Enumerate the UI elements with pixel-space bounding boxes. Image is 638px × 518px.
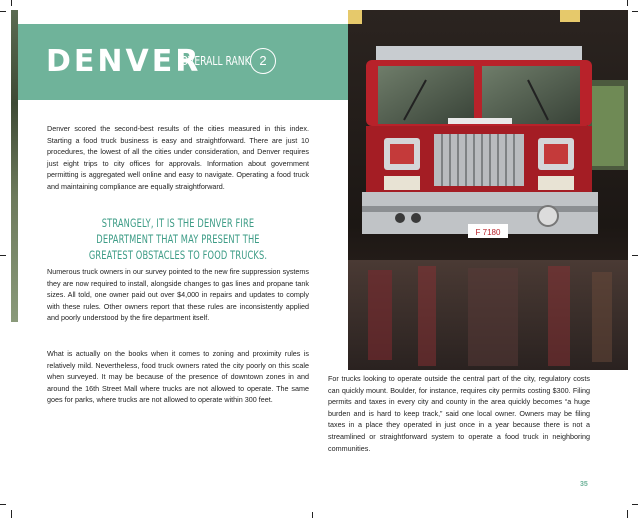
pull-quote: STRANGELY, IT IS THE DENVER FIRE DEPARTMENT THAT MAY PRESENT THE GREATEST OBSTACLES TO FOOD TRUCKS. — [88, 216, 268, 262]
crop-mark — [632, 11, 638, 12]
license-plate: F 7180 — [475, 228, 501, 237]
zoning-paragraph: What is actually on the books when it comes to zoning and proximity rules is relatively mild. Nevertheless, food truck owners rated the city poorly on this scale when surveyed. It may be because of the presence of downtown zones in and around the 16th Street Mall where trucks are not allowed to operate. The same goes for parks, where trucks are not allowed to operate within 300 feet. — [47, 349, 309, 405]
bleed-image-strip — [11, 10, 18, 322]
crop-mark — [632, 255, 638, 256]
rank-label: OVERALL RANK — [181, 54, 251, 68]
fire-department-paragraph: Numerous truck owners in our survey pointed to the new fire suppression systems they are now required to install, alongside changes to gas lines and propane tank sizes. All told, one owner paid out over $4,000 in repairs and updates to comply with these rules. Other owners report that these rules are inconsistently applied and poorly understood by the fire department itself. — [47, 267, 309, 323]
crop-mark — [312, 512, 313, 518]
crop-mark — [0, 255, 6, 256]
crop-mark — [627, 0, 628, 6]
intro-paragraph: Denver scored the second-best results of the cities measured in this index. Starting a food truck business is easy and straightforward. There are just 10 procedures, the lowest of all the cities under consideration, and Denver requires just eight trips to city offices for approvals. Information about government permitting is aggregated well online and easy to navigate. Operating a food truck and maintaining compliance are equally straightforward. — [47, 124, 309, 191]
page-number: 35 — [580, 481, 588, 488]
crop-mark — [11, 510, 12, 518]
city-header — [18, 24, 348, 100]
city-name: DENVER — [46, 44, 202, 79]
fire-truck-photo — [348, 10, 628, 370]
crop-mark — [11, 0, 12, 6]
rank-badge: 2 — [250, 48, 276, 74]
regulatory-costs-paragraph: For trucks looking to operate outside the central part of the city, regulatory costs can quickly mount. Boulder, for instance, requires city permits costing $300. Filing permits and taxes in every city and county in the area quickly becomes “a huge burden and is hard to keep track,” said one local owner. Owners may be filing taxes in a place they operated in just once in a year because there is not a streamlined or straightforward system to operate a food truck in neighboring communities. — [328, 374, 590, 453]
crop-mark — [0, 504, 6, 505]
crop-mark — [632, 504, 638, 505]
crop-mark — [627, 510, 628, 518]
fire-truck-illustration — [348, 10, 628, 370]
crop-mark — [0, 11, 6, 12]
